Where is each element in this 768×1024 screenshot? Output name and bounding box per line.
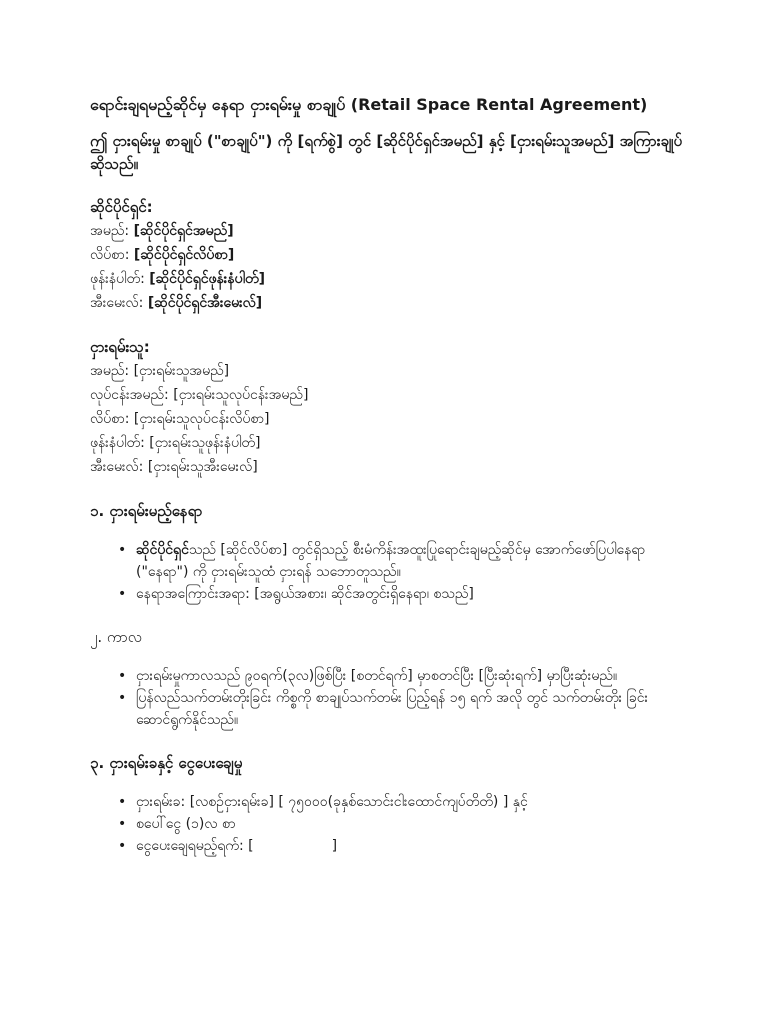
- field-value: [ငှားရမ်းသူဖုန်းနံပါတ်]: [149, 435, 261, 451]
- list-item-bold: ဆိုင်ပိုင်ရှင်: [136, 542, 189, 558]
- premises-list: [90, 539, 690, 605]
- list-item-text: ငွေပေးချေရမည့်ရက်: [: [136, 838, 254, 854]
- owner-address-field: [90, 243, 690, 267]
- owner-block: [90, 195, 690, 315]
- tenant-name-field: [90, 359, 690, 383]
- list-item-text: ပြန်လည်သက်တမ်းတိုးခြင်း ကိစ္စကို စာချုပ်သက်တမ်း ပြည့်ရန် ၁၅ ရက် အလို တွင် သက်တမ်းတိုး ခြင်း ဆောင်ရွက်နိုင်သည်။: [136, 690, 649, 728]
- list-item: [136, 665, 690, 687]
- field-label: အီးမေးလ်:: [90, 295, 148, 311]
- list-item-text-after: ]: [331, 838, 338, 854]
- field-label: အမည်:: [90, 223, 134, 239]
- field-value: [ဆိုင်ပိုင်ရှင်အမည်]: [133, 223, 234, 239]
- owner-name-field: [90, 219, 690, 243]
- field-label: လိပ်စာ:: [90, 411, 134, 427]
- list-item-text: သည် [ဆိုင်လိပ်စာ] တွင်ရှိသည့် စီးမံကိန်းအထူးပြုရောင်းချမည့်ဆိုင်မှ အောက်ဖော်ပြပါနေရာ ("နေရာ") ကို ငှားရမ်းသူထံ ငှားရန် သဘောတူသည်။: [136, 542, 646, 580]
- section-heading-rent: ၃. ငှားရမ်းခနှင့် ငွေပေးချေမှု: [90, 754, 243, 772]
- field-label: ဖုန်းနံပါတ်:: [90, 435, 150, 451]
- list-item: [136, 583, 690, 605]
- list-item: [136, 539, 690, 583]
- intro-paragraph: ဤ ငှားရမ်းမှု စာချုပ် ("စာချုပ်") ကို [ရက်စွဲ] တွင် [ဆိုင်ပိုင်ရှင်အမည်] နှင့် [ငှားရမ်းသူအမည်] အကြားချုပ်ဆိုသည်။: [90, 132, 683, 173]
- list-item: [136, 835, 690, 857]
- section-heading-premises: ၁. ငှားရမ်းမည့်နေရာ: [90, 502, 203, 520]
- field-value: [ဆိုင်ပိုင်ရှင်ဖုန်းနံပါတ်]: [149, 271, 265, 287]
- list-item: [136, 813, 690, 835]
- rent-list: [90, 791, 690, 857]
- field-label: လိပ်စာ:: [90, 247, 134, 263]
- tenant-block: [90, 335, 690, 479]
- list-item-text: ငှားရမ်းမှုကာလသည် ၉၀ရက်(၃လ)ဖြစ်ပြီး [စတင်ရက်] မှာစတင်ပြီး [ပြီးဆုံးရက်] မှာပြီးဆုံးမည်။: [136, 668, 618, 684]
- list-item-text: ငှားရမ်းခ: [လစဉ်ငှားရမ်းခ] [ ၇၅၀၀၀(ခုနှစ်သောင်းငါးထောင်ကျပ်တိတိ) ] နှင့်: [136, 794, 528, 810]
- field-label: အမည်:: [90, 363, 134, 379]
- owner-heading: ဆိုင်ပိုင်ရှင်:: [90, 198, 153, 216]
- tenant-phone-field: [90, 431, 690, 455]
- field-label: လုပ်ငန်းအမည်:: [90, 387, 174, 403]
- tenant-heading: ငှားရမ်းသူ:: [90, 338, 150, 356]
- field-value: [ငှားရမ်းသူအီးမေးလ်]: [147, 459, 258, 475]
- field-value: [ငှားရမ်းသူလုပ်ငန်းလိပ်စာ]: [133, 411, 270, 427]
- list-item: [136, 791, 690, 813]
- owner-email-field: [90, 291, 690, 315]
- tenant-business-field: [90, 383, 690, 407]
- owner-phone-field: [90, 267, 690, 291]
- field-value: [ဆိုင်ပိုင်ရှင်လိပ်စာ]: [133, 247, 235, 263]
- document-title: ရောင်းချရမည့်ဆိုင်မှ နေရာ ငှားရမ်းမှု စာချုပ် (Retail Space Rental Agreement): [90, 95, 648, 114]
- agreement-document: [90, 93, 690, 877]
- field-label: အီးမေးလ်:: [90, 459, 148, 475]
- field-label: ဖုန်းနံပါတ်:: [90, 271, 150, 287]
- term-list: [90, 665, 690, 731]
- field-value: [ဆိုင်ပိုင်ရှင်အီးမေးလ်]: [147, 295, 263, 311]
- field-value: [ငှားရမ်းသူအမည်]: [133, 363, 230, 379]
- field-value: [ငှားရမ်းသူလုပ်ငန်းအမည်]: [173, 387, 309, 403]
- list-item-text: စပေါ်ငွေ (၁)လ စာ: [136, 816, 236, 832]
- tenant-email-field: [90, 455, 690, 479]
- list-item: [136, 687, 690, 731]
- list-item-text: နေရာအကြောင်းအရာ: [အရွယ်အစား၊ ဆိုင်အတွင်းရှိနေရာ၊ စသည်]: [136, 586, 474, 602]
- section-heading-term: ၂. ကာလ: [90, 628, 142, 646]
- tenant-address-field: [90, 407, 690, 431]
